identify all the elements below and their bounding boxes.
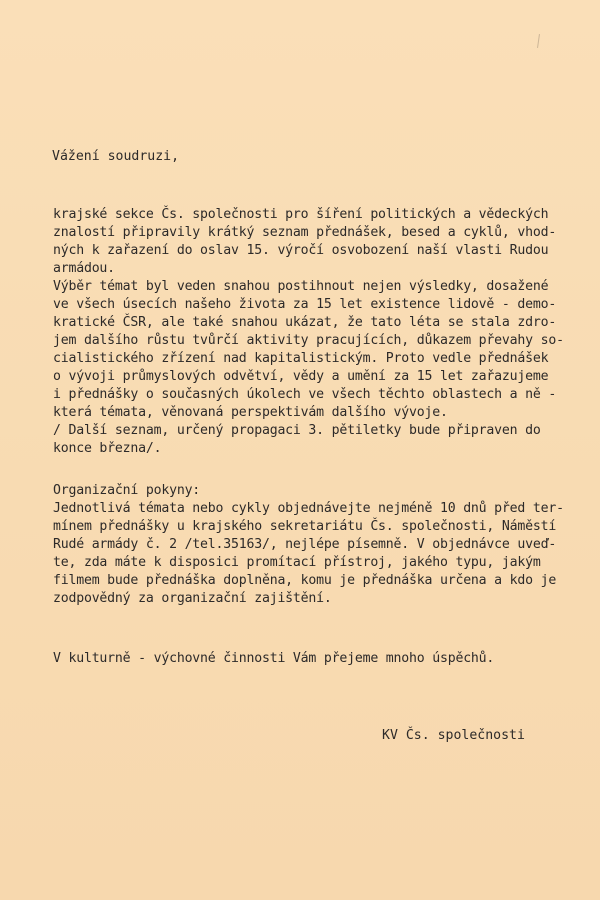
paragraph-2-line-2: ve všech úsecích našeho života za 15 let existence lidově - demo- xyxy=(53,297,557,312)
paragraph-1-line-1: krajské sekce Čs. společnosti pro šíření politických a vědeckých xyxy=(53,207,549,222)
paragraph-2-line-7: i přednášky o současných úkolech ve všech těchto oblastech a ně - xyxy=(53,387,557,402)
paragraph-2-line-6: o vývoji průmyslových odvětví, vědy a umění za 15 let zařazujeme xyxy=(53,369,549,384)
paragraph-3-line-2: mínem přednášky u krajského sekretariátu Čs. společnosti, Náměstí xyxy=(53,519,557,534)
paragraph-3-line-3: Rudé armády č. 2 /tel.35163/, nejlépe písemně. V objednávce uveď- xyxy=(53,537,557,552)
paragraph-2-line-8: která témata, věnovaná perspektivám dalšího vývoje. xyxy=(53,405,448,420)
paragraph-2-line-1: Výběr témat byl veden snahou postihnout nejen výsledky, dosažené xyxy=(53,279,549,294)
paragraph-2-line-5: cialistického zřízení nad kapitalistickým. Proto vedle přednášek xyxy=(53,351,549,366)
paragraph-1-line-3: ných k zařazení do oslav 15. výročí osvobození naší vlasti Rudou xyxy=(53,243,549,258)
paragraph-1-line-2: znalostí připravily krátký seznam přednášek, besed a cyklů, vhod- xyxy=(53,225,557,240)
paragraph-3-line-5: filmem bude přednáška doplněna, komu je přednáška určena a kdo je xyxy=(53,573,557,588)
paragraph-3-line-6: zodpovědný za organizační zajištění. xyxy=(53,591,332,606)
paragraph-2-line-10: konce března/. xyxy=(53,441,162,456)
paragraph-1-line-4: armádou. xyxy=(53,261,115,276)
section-heading-organizational-instructions: Organizační pokyny: xyxy=(53,483,201,498)
paragraph-2-line-3: kratické ČSR, ale také snahou ukázat, že tato léta se stala zdro- xyxy=(53,315,557,330)
paragraph-3-line-1: Jednotlivá témata nebo cykly objednávejte nejméně 10 dnů před ter- xyxy=(53,501,564,516)
closing-line: V kulturně - výchovné činnosti Vám přejeme mnoho úspěchů. xyxy=(53,651,495,666)
letter-greeting: Vážení soudruzi, xyxy=(52,149,180,164)
paragraph-3-line-4: te, zda máte k disposici promítací přístroj, jakého typu, jakým xyxy=(53,555,541,570)
paragraph-2-line-9: / Další seznam, určený propagaci 3. pětiletky bude připraven do xyxy=(53,423,541,438)
paper-mark xyxy=(537,34,540,48)
signature: KV Čs. společnosti xyxy=(382,728,525,743)
paragraph-2-line-4: jem dalšího růstu tvůrčí aktivity pracujících, důkazem převahy so- xyxy=(53,333,564,348)
